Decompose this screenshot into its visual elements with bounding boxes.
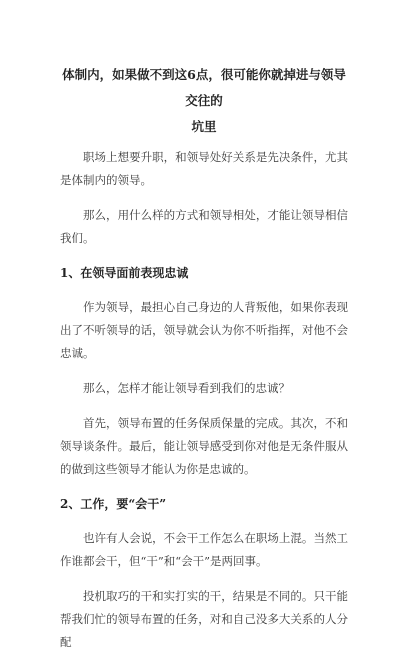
- paragraph-loyalty: 作为领导，最担心自己身边的人背叛他，如果你表现出了不听领导的话，领导就会认为你不听指挥，对他不会忠诚。: [60, 300, 348, 360]
- document-title: [60, 62, 348, 140]
- paragraph-loyalty-question: 那么，怎样才能让领导看到我们的忠诚？: [83, 381, 290, 395]
- section-heading-2: 2、工作，要“会干”: [60, 497, 167, 511]
- title-line-1: 体制内，如果做不到这6点，很可能你就掉进与领导交往的: [62, 67, 346, 108]
- section-heading-1: 1、在领导面前表现忠诚: [60, 266, 189, 280]
- paragraph-question: 那么，用什么样的方式和领导相处，才能让领导相信我们。: [60, 208, 348, 245]
- paragraph-loyalty-steps: 首先，领导布置的任务保质保量的完成。其次，不和领导谈条件。最后，能让领导感受到你对他是无条件服从的做到这些领导才能认为你是忠诚的。: [60, 416, 348, 476]
- title-line-2: 坑里: [191, 119, 217, 134]
- paragraph-work: 也许有人会说，不会干工作怎么在职场上混。当然工作谁都会干，但“干”和“会干”是两回事。: [60, 531, 348, 568]
- paragraph-work-contrast: 投机取巧的干和实打实的干，结果是不同的。只干能帮我们忙的领导布置的任务，对和自己没多大关系的人分配: [60, 589, 348, 649]
- paragraph-intro: 职场上想要升职，和领导处好关系是先决条件，尤其是体制内的领导。: [60, 150, 348, 187]
